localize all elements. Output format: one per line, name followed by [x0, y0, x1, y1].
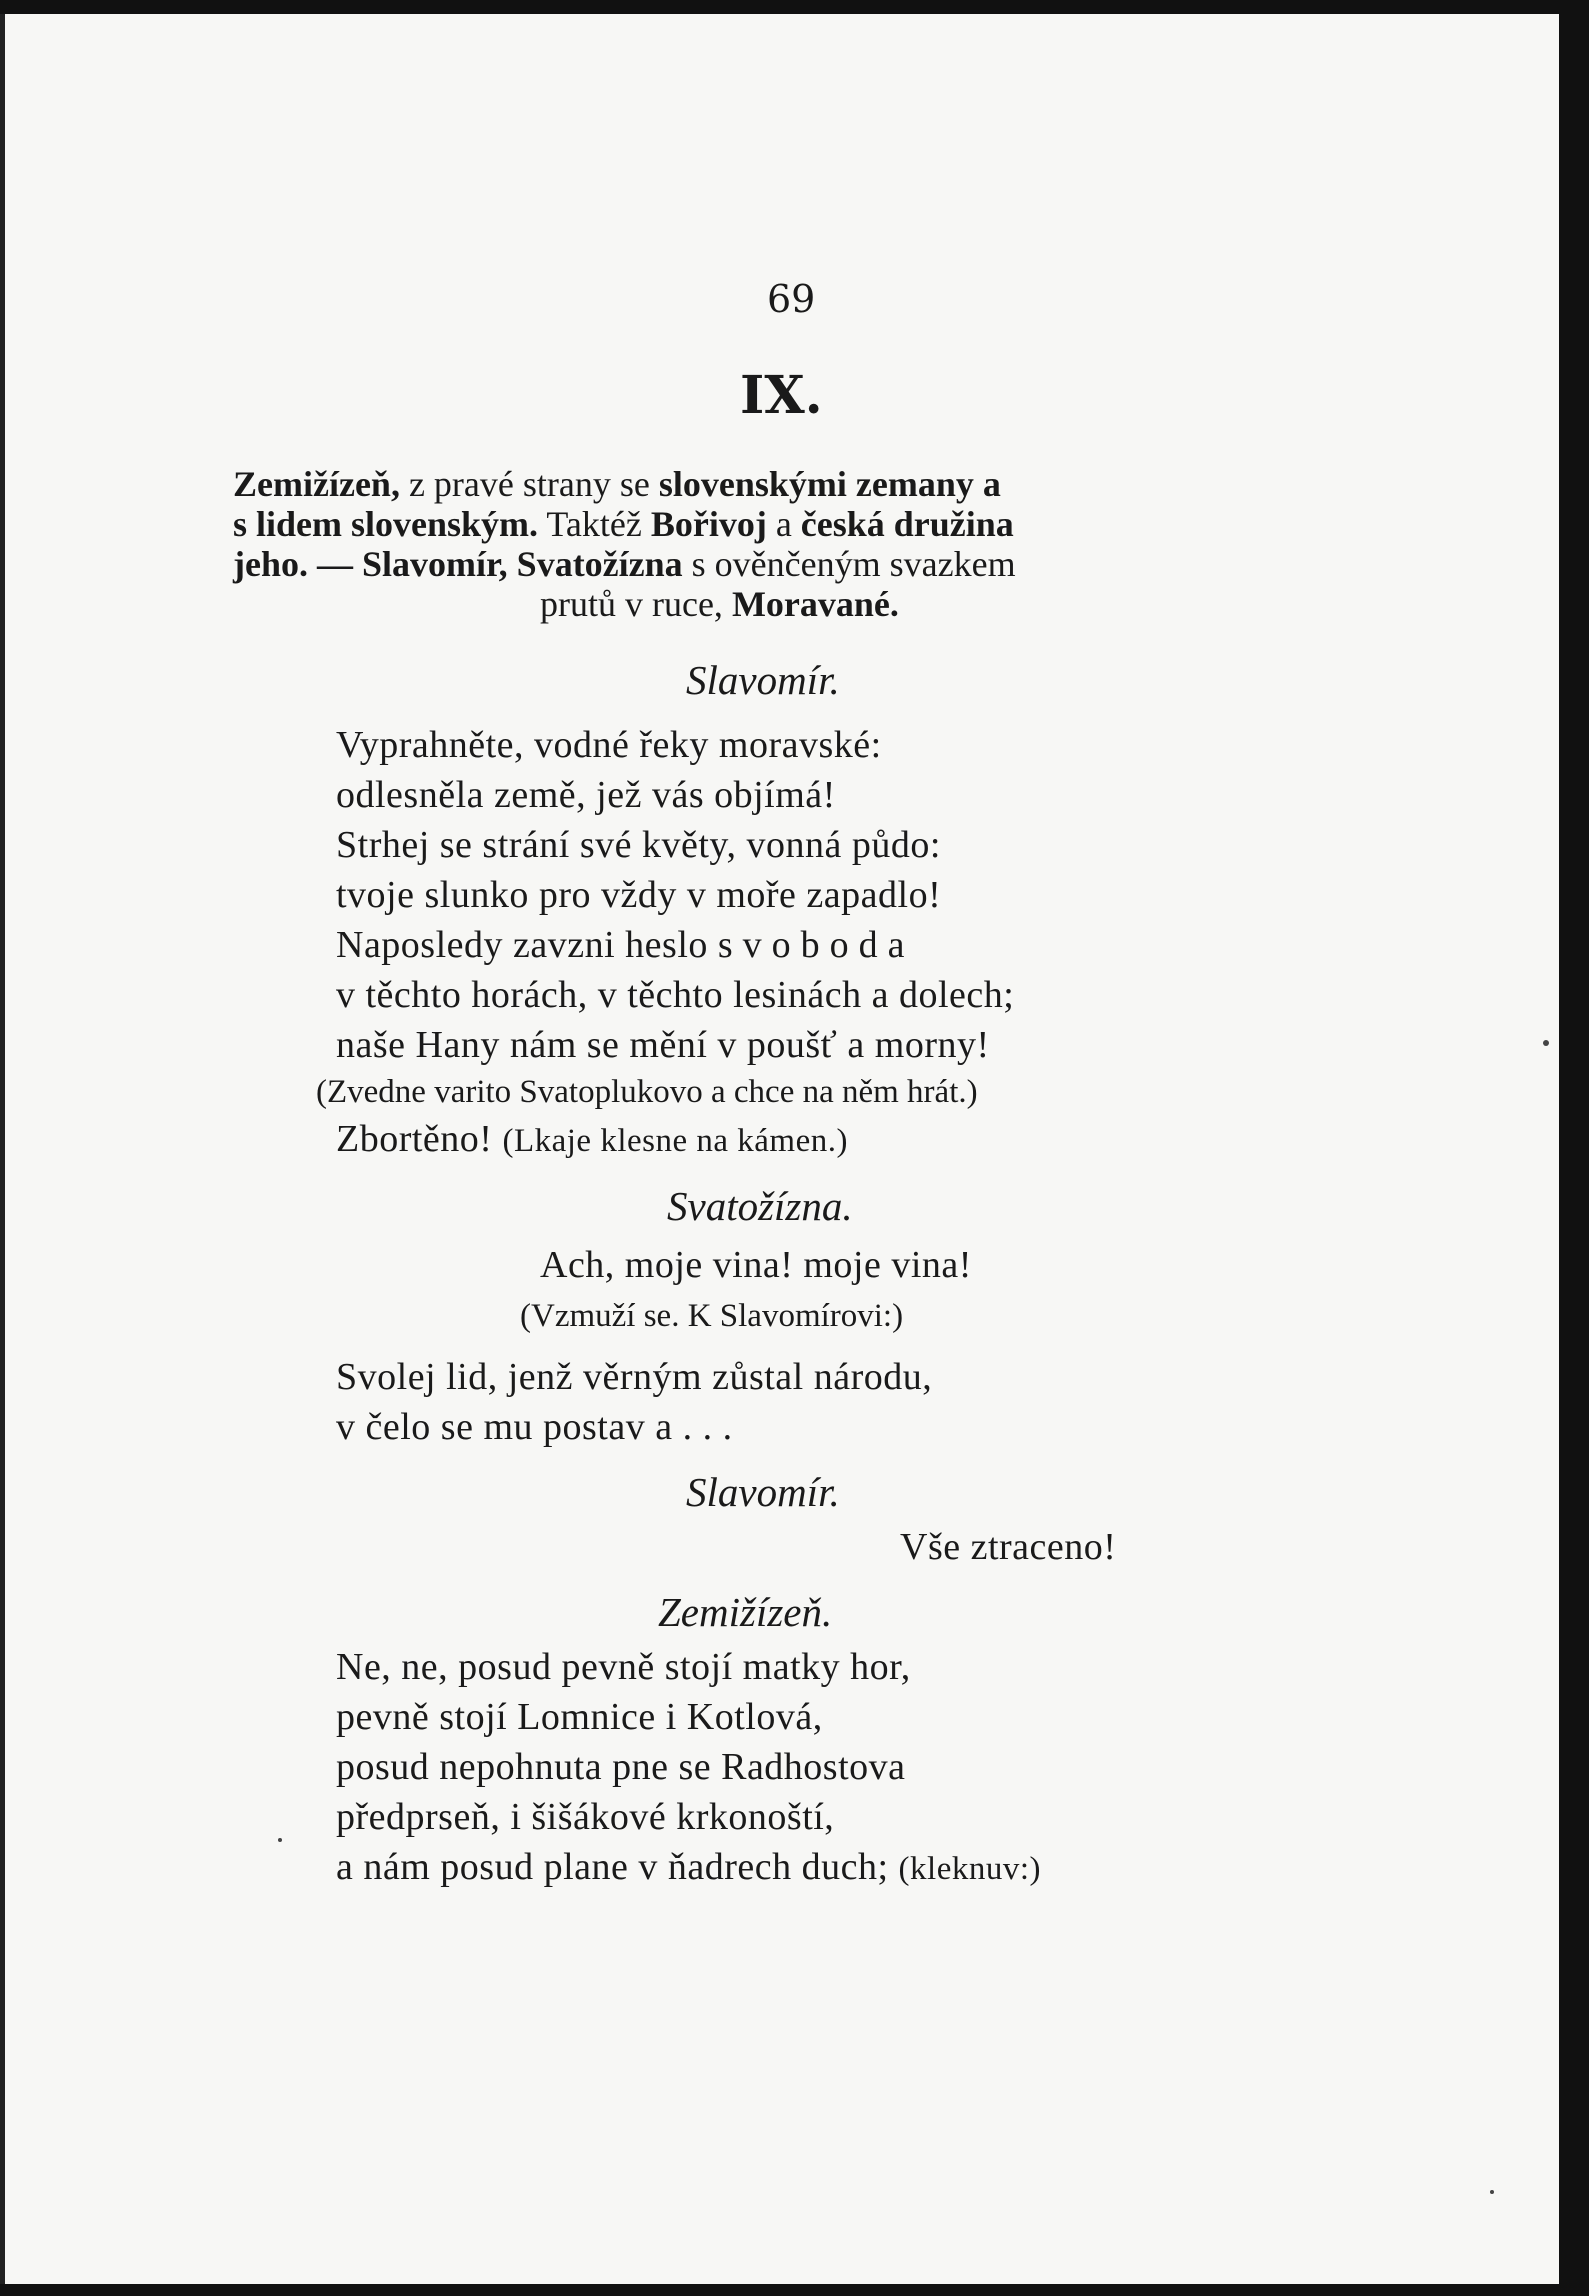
stage-bold-text: jeho. — Slavomír, Svatožízna	[233, 544, 683, 584]
stage-text: a	[775, 504, 792, 544]
verse-line: tvoje slunko pro vždy v moře zapadlo!	[336, 874, 942, 916]
scan-speck	[1543, 1040, 1549, 1046]
stage-direction: (Lkaje klesne na kámen.)	[502, 1123, 848, 1159]
scan-speck	[1490, 2190, 1494, 2194]
verse-line	[336, 1120, 848, 1158]
verse-text: Naposledy zavzni heslo	[336, 924, 708, 966]
stage-text: prutů v ruce,	[540, 584, 723, 624]
speaker-slavomir: Slavomír.	[686, 1469, 840, 1515]
verse-text: Zbortěno!	[336, 1118, 493, 1160]
verse-line: naše Hany nám se mění v poušť a morny!	[336, 1024, 990, 1066]
stage-direction: (kleknuv:)	[898, 1851, 1042, 1887]
verse-line: pevně stojí Lomnice i Kotlová,	[336, 1696, 823, 1738]
verse-line: Ach, moje vina! moje vina!	[540, 1244, 972, 1286]
stage-name-borivoj: Bořivoj	[650, 504, 767, 544]
page-number: 69	[767, 277, 816, 321]
verse-line: posud nepohnuta pne se Radhostova	[336, 1746, 906, 1788]
speaker-slavomir: Slavomír.	[686, 657, 840, 703]
scan-speck	[278, 1838, 282, 1842]
stage-bold-text: česká družina	[800, 504, 1014, 544]
stage-name-zemizizen: Zemižízeň,	[233, 464, 400, 504]
verse-line: odlesněla země, jež vás objímá!	[336, 774, 836, 816]
verse-line: Vyprahněte, vodné řeky moravské:	[336, 724, 882, 766]
chapter-heading: IX.	[740, 365, 823, 426]
verse-line: Vše ztraceno!	[900, 1526, 1117, 1568]
verse-text: a nám posud plane v ňadrech duch;	[336, 1846, 889, 1888]
stage-direction-line-2	[233, 506, 1014, 542]
scan-border-top	[0, 0, 1589, 14]
verse-line: Ne, ne, posud pevně stojí matky hor,	[336, 1646, 911, 1688]
verse-line	[336, 926, 915, 964]
speaker-svatozizna: Svatožízna.	[667, 1183, 853, 1229]
stage-direction: (Vzmuží se. K Slavomírovi:)	[520, 1298, 904, 1334]
stage-bold-text: slovenskými zemany a	[658, 464, 1001, 504]
verse-spaced-word: svoboda	[717, 924, 915, 966]
scan-border-bottom	[0, 2284, 1589, 2296]
stage-text: Taktéž	[546, 504, 642, 544]
stage-direction-line-3	[233, 546, 1016, 582]
verse-line: v čelo se mu postav a . . .	[336, 1406, 733, 1448]
speaker-zemizizen: Zemižízeň.	[658, 1589, 833, 1635]
verse-line: v těchto horách, v těchto lesinách a dolech;	[336, 974, 1015, 1016]
stage-text: z pravé strany se	[408, 464, 650, 504]
verse-line: předprseň, i šišákové krkonoští,	[336, 1796, 835, 1838]
scan-border-right	[1559, 0, 1589, 2296]
stage-name-moravane: Moravané.	[731, 584, 899, 624]
stage-text: s ověnčeným svazkem	[691, 544, 1016, 584]
stage-direction-line-4	[540, 586, 899, 622]
verse-line	[336, 1848, 1041, 1886]
stage-bold-text: s lidem slovenským.	[233, 504, 539, 544]
stage-direction: (Zvedne varito Svatoplukovo a chce na něm hrát.)	[316, 1074, 978, 1110]
verse-line: Strhej se strání své květy, vonná půdo:	[336, 824, 941, 866]
verse-line: Svolej lid, jenž věrným zůstal národu,	[336, 1356, 933, 1398]
stage-direction-line-1	[233, 466, 1001, 502]
